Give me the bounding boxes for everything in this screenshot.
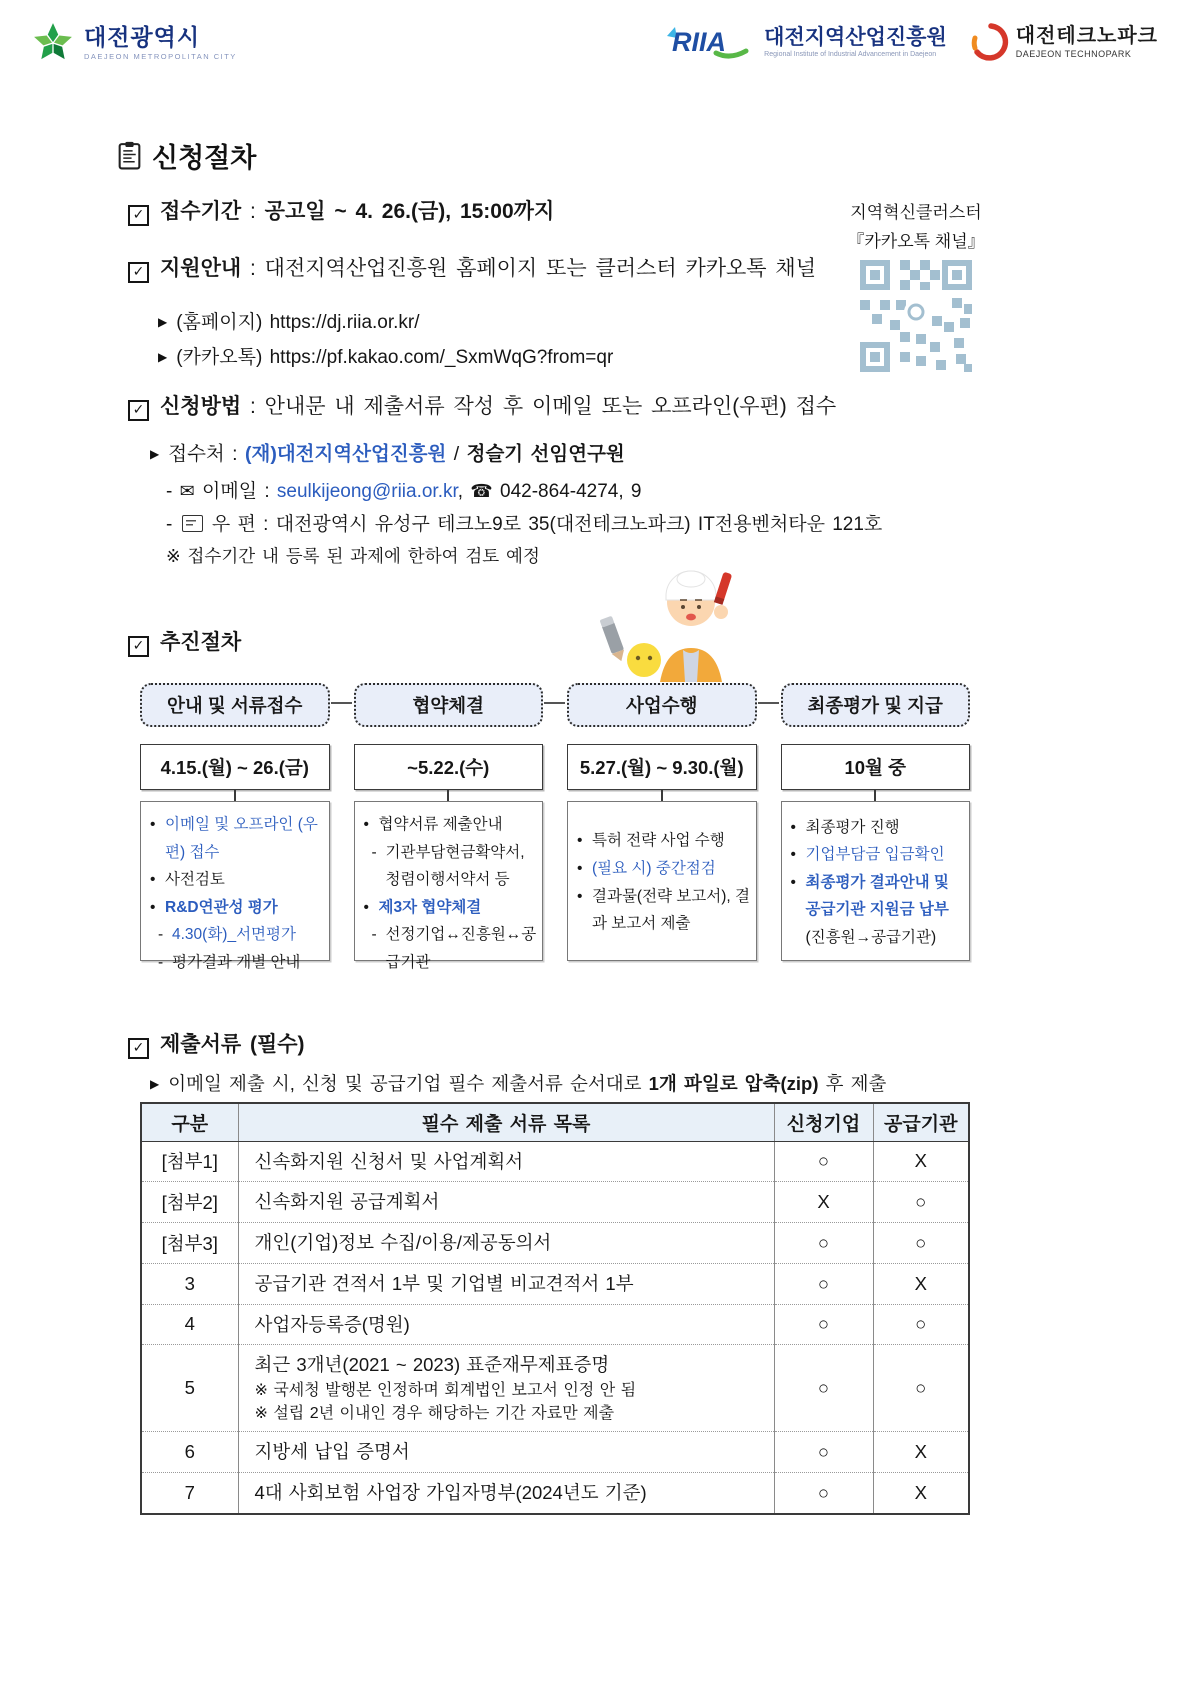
text-segment[interactable]: seulkijeong@riia.or.kr bbox=[276, 481, 458, 502]
kakao-url[interactable]: https://pf.kakao.com/_SxmWqG?from=qr bbox=[269, 347, 614, 368]
email-segments bbox=[166, 481, 641, 502]
receipt-value: 공고일 ~ 4. 26.(금), 15:00까지 bbox=[264, 200, 555, 223]
table-row bbox=[141, 1432, 969, 1473]
row-applicant-mark: ○ bbox=[774, 1473, 873, 1514]
documents-label: 제출서류 (필수) bbox=[160, 1033, 305, 1056]
stage-details bbox=[140, 801, 330, 971]
svg-text:RIIA: RIIA bbox=[672, 27, 727, 57]
bullet-marker: • bbox=[790, 873, 796, 891]
document-title-line: 최근 3개년(2021 ~ 2023) 표준재무제표증명 bbox=[254, 1354, 610, 1376]
header-logos-right bbox=[664, 22, 1158, 62]
document-title-line: 개인(기업)정보 수집/이용/제공동의서 bbox=[254, 1232, 552, 1253]
stage-connector bbox=[447, 790, 449, 801]
stage-connector bbox=[661, 790, 663, 801]
bullet-marker: - bbox=[158, 953, 164, 971]
stage-date: 10월 중 bbox=[781, 744, 971, 790]
bullet-marker: • bbox=[150, 871, 156, 889]
dest-segments bbox=[168, 443, 625, 465]
text-segment: 접수처 : bbox=[168, 443, 245, 465]
section-process bbox=[128, 626, 241, 657]
stage-detail-line bbox=[791, 814, 965, 842]
stage-connector bbox=[234, 790, 236, 801]
stage-date: 5.27.(월) ~ 9.30.(월) bbox=[567, 744, 757, 790]
document-title-line: 신속화지원 신청서 및 사업계획서 bbox=[254, 1150, 524, 1172]
arrow-bullet-icon: ▶ bbox=[150, 447, 160, 461]
bullet-marker: • bbox=[363, 816, 369, 833]
checkbox-icon: ✓ bbox=[128, 205, 149, 226]
detail-text: (필요 시) 중간점검 bbox=[592, 859, 716, 877]
detail-text: R&D연관성 평가 bbox=[165, 898, 278, 916]
table-row bbox=[141, 1223, 969, 1264]
bullet-marker: • bbox=[577, 887, 583, 905]
text-segment: 우 편 : 대전광역시 유성구 테크노9로 35(대전테크노파크) IT전용벤처타운 121호 bbox=[204, 514, 883, 535]
technopark-logo-caption: DAEJEON TECHNOPARK bbox=[1015, 48, 1132, 59]
bullet-marker: • bbox=[577, 859, 583, 877]
row-document-name bbox=[238, 1473, 774, 1514]
homepage-url[interactable]: https://dj.riia.or.kr/ bbox=[269, 312, 420, 333]
kakao-channel-qr-code bbox=[860, 260, 972, 372]
process-label: 추진절차 bbox=[160, 631, 242, 654]
email-line bbox=[166, 476, 641, 503]
detail-text: 협약서류 제출안내 bbox=[378, 816, 503, 833]
stage-connector bbox=[874, 790, 876, 801]
row-supplier-mark: ○ bbox=[873, 1182, 969, 1223]
row-applicant-mark: X bbox=[774, 1182, 873, 1223]
text-segment: 042-864-4274, 9 bbox=[492, 481, 642, 502]
qr-block bbox=[840, 198, 992, 377]
row-document-name bbox=[238, 1432, 774, 1473]
section-receipt-period bbox=[128, 195, 554, 226]
row-supplier-mark: X bbox=[873, 1141, 969, 1182]
col-header-supplier: 공급기관 bbox=[873, 1103, 969, 1141]
row-applicant-mark: ○ bbox=[774, 1432, 873, 1473]
kakao-prefix: (카카오톡) bbox=[176, 347, 263, 368]
section-apply-method bbox=[128, 390, 836, 421]
row-document-name bbox=[238, 1223, 774, 1264]
section-documents bbox=[128, 1028, 305, 1059]
detail-text: (진흥원→공급기관) bbox=[805, 928, 937, 946]
stage-detail-line bbox=[577, 883, 751, 938]
technopark-swoosh-icon bbox=[969, 22, 1009, 62]
required-documents-table bbox=[140, 1102, 970, 1515]
mascot-illustration bbox=[588, 550, 738, 687]
riia-logo bbox=[664, 24, 947, 60]
post-line bbox=[166, 509, 882, 536]
process-stage bbox=[140, 683, 330, 971]
table-header-row bbox=[141, 1103, 969, 1141]
stage-detail-line bbox=[791, 841, 965, 869]
stage-pill: 사업수행 bbox=[567, 683, 757, 727]
detail-text: 기업부담금 입금확인 bbox=[805, 846, 945, 864]
homepage-line bbox=[158, 307, 420, 334]
city-logo-caption: DAEJEON METROPOLITAN CITY bbox=[84, 51, 237, 61]
detail-text: 특허 전략 사업 수행 bbox=[592, 832, 725, 850]
stage-detail-line bbox=[577, 855, 751, 883]
document-note-line: ※ 국세청 발행본 인정하며 회계법인 보고서 인정 안 됨 bbox=[254, 1382, 637, 1399]
text-segment: - bbox=[166, 481, 180, 502]
row-supplier-mark: X bbox=[873, 1473, 969, 1514]
text-segment: 이메일 제출 시, 신청 및 공급기업 필수 제출서류 순서대로 bbox=[168, 1073, 649, 1094]
detail-text: 이메일 및 오프라인 (우편) 접수 bbox=[165, 816, 318, 861]
documents-note bbox=[150, 1070, 886, 1096]
riia-logo-caption: Regional Institute of Industrial Advancement in Daejeon bbox=[764, 50, 937, 58]
col-header-category: 구분 bbox=[141, 1103, 238, 1141]
stage-detail-line bbox=[364, 894, 538, 922]
stage-detail-line bbox=[791, 869, 965, 924]
stage-detail-line bbox=[364, 811, 538, 839]
guide-label: 지원안내 bbox=[160, 257, 242, 280]
text-segment: / bbox=[446, 443, 467, 465]
row-category: [첨부3] bbox=[141, 1223, 238, 1264]
stage-details bbox=[354, 801, 544, 971]
text-segment: , bbox=[457, 481, 471, 502]
separator: : bbox=[241, 200, 265, 223]
row-supplier-mark: ○ bbox=[873, 1223, 969, 1264]
process-stage bbox=[781, 683, 971, 961]
row-category: 7 bbox=[141, 1473, 238, 1514]
row-document-name bbox=[238, 1141, 774, 1182]
text-segment: (재)대전지역산업진흥원 bbox=[245, 443, 447, 465]
stage-detail-line bbox=[791, 924, 965, 952]
col-header-applicant: 신청기업 bbox=[774, 1103, 873, 1141]
riia-logo-text: 대전지역산업진흥원 bbox=[764, 25, 947, 49]
stage-detail-line bbox=[150, 811, 324, 866]
receipt-label: 접수기간 bbox=[160, 200, 242, 223]
process-stage bbox=[567, 683, 757, 961]
row-category: 3 bbox=[141, 1263, 238, 1304]
row-applicant-mark: ○ bbox=[774, 1141, 873, 1182]
stage-date: ~5.22.(수) bbox=[354, 744, 544, 790]
row-supplier-mark: X bbox=[873, 1432, 969, 1473]
document-title-line: 지방세 납입 증명서 bbox=[254, 1441, 410, 1463]
technopark-logo bbox=[969, 22, 1158, 62]
qr-caption-line2: 『카카오톡 채널』 bbox=[847, 232, 985, 251]
bullet-marker: • bbox=[790, 818, 796, 836]
mail-icon: ✉ bbox=[179, 481, 195, 501]
stage-detail-line bbox=[364, 921, 538, 976]
arrow-bullet-icon: ▶ bbox=[158, 350, 168, 364]
row-category: [첨부1] bbox=[161, 1151, 218, 1173]
table-row bbox=[141, 1304, 969, 1345]
stage-pill: 협약체결 bbox=[354, 683, 544, 727]
stage-date: 4.15.(월) ~ 26.(금) bbox=[140, 744, 330, 790]
table-row bbox=[141, 1141, 969, 1182]
checkbox-icon: ✓ bbox=[128, 400, 149, 421]
separator: : bbox=[241, 395, 265, 418]
row-category: 5 bbox=[141, 1345, 238, 1432]
stage-detail-line bbox=[364, 839, 538, 894]
city-star-icon bbox=[30, 20, 76, 66]
technopark-logo-text: 대전테크노파크 bbox=[1015, 24, 1158, 47]
table-row bbox=[141, 1182, 969, 1223]
checkbox-icon: ✓ bbox=[128, 636, 149, 657]
checkbox-icon: ✓ bbox=[128, 1038, 149, 1059]
stage-detail-line bbox=[150, 894, 324, 922]
detail-text: 제3자 협약체결 bbox=[378, 898, 482, 916]
detail-text: 결과물(전략 보고서), 결과 보고서 제출 bbox=[592, 887, 751, 933]
row-document-name bbox=[238, 1182, 774, 1223]
stage-pill: 안내 및 서류접수 bbox=[140, 683, 330, 727]
row-applicant-mark: ○ bbox=[774, 1223, 873, 1264]
row-supplier-mark: X bbox=[873, 1263, 969, 1304]
col-header-doc-list: 필수 제출 서류 목록 bbox=[238, 1103, 774, 1141]
checkbox-icon: ✓ bbox=[128, 262, 149, 283]
separator: : bbox=[241, 257, 265, 280]
detail-text: 4.30(화)_서면평가 bbox=[172, 926, 296, 944]
row-applicant-mark: ○ bbox=[774, 1263, 873, 1304]
dest-line bbox=[150, 438, 625, 466]
arrow-bullet-icon: ▶ bbox=[158, 315, 168, 329]
method-label: 신청방법 bbox=[160, 395, 242, 418]
kakao-line bbox=[158, 342, 613, 369]
bullet-marker: • bbox=[363, 898, 369, 916]
process-stage bbox=[354, 683, 544, 971]
row-supplier-mark: ○ bbox=[873, 1304, 969, 1345]
page-title-text: 신청절차 bbox=[152, 143, 257, 173]
city-logo-text: 대전광역시 bbox=[84, 23, 201, 50]
detail-text: 선정기업↔진흥원↔공급기관 bbox=[385, 926, 537, 971]
page-title bbox=[118, 136, 256, 175]
row-document-name bbox=[238, 1345, 774, 1432]
detail-text: 사전검토 bbox=[165, 871, 225, 889]
method-value: 안내문 내 제출서류 작성 후 이메일 또는 오프라인(우편) 접수 bbox=[264, 395, 837, 418]
document-note-line: ※ 설립 2년 이내인 경우 해당하는 기간 자료만 제출 bbox=[254, 1405, 615, 1423]
process-flow-diagram bbox=[140, 683, 970, 971]
stage-detail-line bbox=[150, 866, 324, 894]
row-applicant-mark: ○ bbox=[774, 1345, 873, 1432]
row-supplier-mark: ○ bbox=[873, 1345, 969, 1432]
text-segment: 후 제출 bbox=[818, 1073, 887, 1094]
section-support-guide bbox=[128, 252, 816, 283]
row-category: 4 bbox=[141, 1304, 238, 1345]
qr-caption-line1: 지역혁신클러스터 bbox=[850, 203, 982, 222]
post-segments bbox=[166, 514, 882, 535]
stage-details bbox=[781, 801, 971, 961]
guide-value: 대전지역산업진흥원 홈페이지 또는 클러스터 카카오톡 채널 bbox=[264, 257, 816, 280]
document-title-line: 신속화지원 공급계획서 bbox=[254, 1191, 440, 1213]
phone-icon: ☎ bbox=[470, 481, 493, 501]
stage-details bbox=[567, 801, 757, 961]
method-note bbox=[166, 543, 540, 568]
detail-text: 기관부담현금확약서, 청렴이행서약서 등 bbox=[385, 843, 525, 889]
document-title-line: 4대 사회보험 사업장 가입자명부(2024년도 기준) bbox=[254, 1482, 647, 1504]
text-segment: 정슬기 선임연구원 bbox=[466, 443, 625, 465]
row-category: 6 bbox=[141, 1432, 238, 1473]
bullet-marker: • bbox=[577, 832, 583, 850]
bullet-marker: • bbox=[790, 846, 796, 864]
arrow-bullet-icon: ▶ bbox=[150, 1077, 160, 1091]
detail-text: 평가결과 개별 안내 bbox=[172, 953, 301, 971]
row-document-name bbox=[238, 1263, 774, 1304]
stage-detail-line bbox=[150, 921, 324, 949]
document-title-line: 공급기관 견적서 1부 및 기업별 비교견적서 1부 bbox=[254, 1272, 634, 1294]
documents-note-segments bbox=[168, 1073, 886, 1094]
document-title-line: 사업자등록증(명원) bbox=[254, 1313, 410, 1335]
table-row bbox=[141, 1473, 969, 1514]
detail-text: 최종평가 결과안내 및 공급기관 지원금 납부 bbox=[805, 873, 949, 919]
stage-detail-line bbox=[150, 949, 324, 977]
table-row bbox=[141, 1263, 969, 1304]
method-note-text: ※ 접수기간 내 등록 된 과제에 한하여 검토 예정 bbox=[166, 546, 540, 566]
text-segment: 1개 파일로 압축(zip) bbox=[648, 1073, 819, 1094]
table-row bbox=[141, 1345, 969, 1432]
bullet-marker: - bbox=[371, 926, 377, 944]
stage-pill: 최종평가 및 지급 bbox=[781, 683, 971, 727]
detail-text: 최종평가 진행 bbox=[805, 818, 900, 836]
row-category: [첨부2] bbox=[141, 1182, 238, 1223]
bullet-marker: • bbox=[150, 816, 156, 833]
homepage-prefix: (홈페이지) bbox=[176, 312, 263, 333]
row-document-name bbox=[238, 1304, 774, 1345]
daejeon-city-logo bbox=[30, 20, 237, 66]
post-icon bbox=[182, 515, 203, 532]
riia-mark-icon bbox=[664, 24, 756, 60]
bullet-marker: • bbox=[150, 898, 156, 916]
text-segment: - bbox=[166, 514, 180, 535]
bullet-marker: - bbox=[371, 843, 377, 861]
stage-detail-line bbox=[577, 827, 751, 855]
row-applicant-mark: ○ bbox=[774, 1304, 873, 1345]
bullet-marker: - bbox=[158, 926, 164, 944]
clipboard-icon bbox=[118, 141, 141, 170]
text-segment: 이메일 : bbox=[194, 481, 277, 502]
